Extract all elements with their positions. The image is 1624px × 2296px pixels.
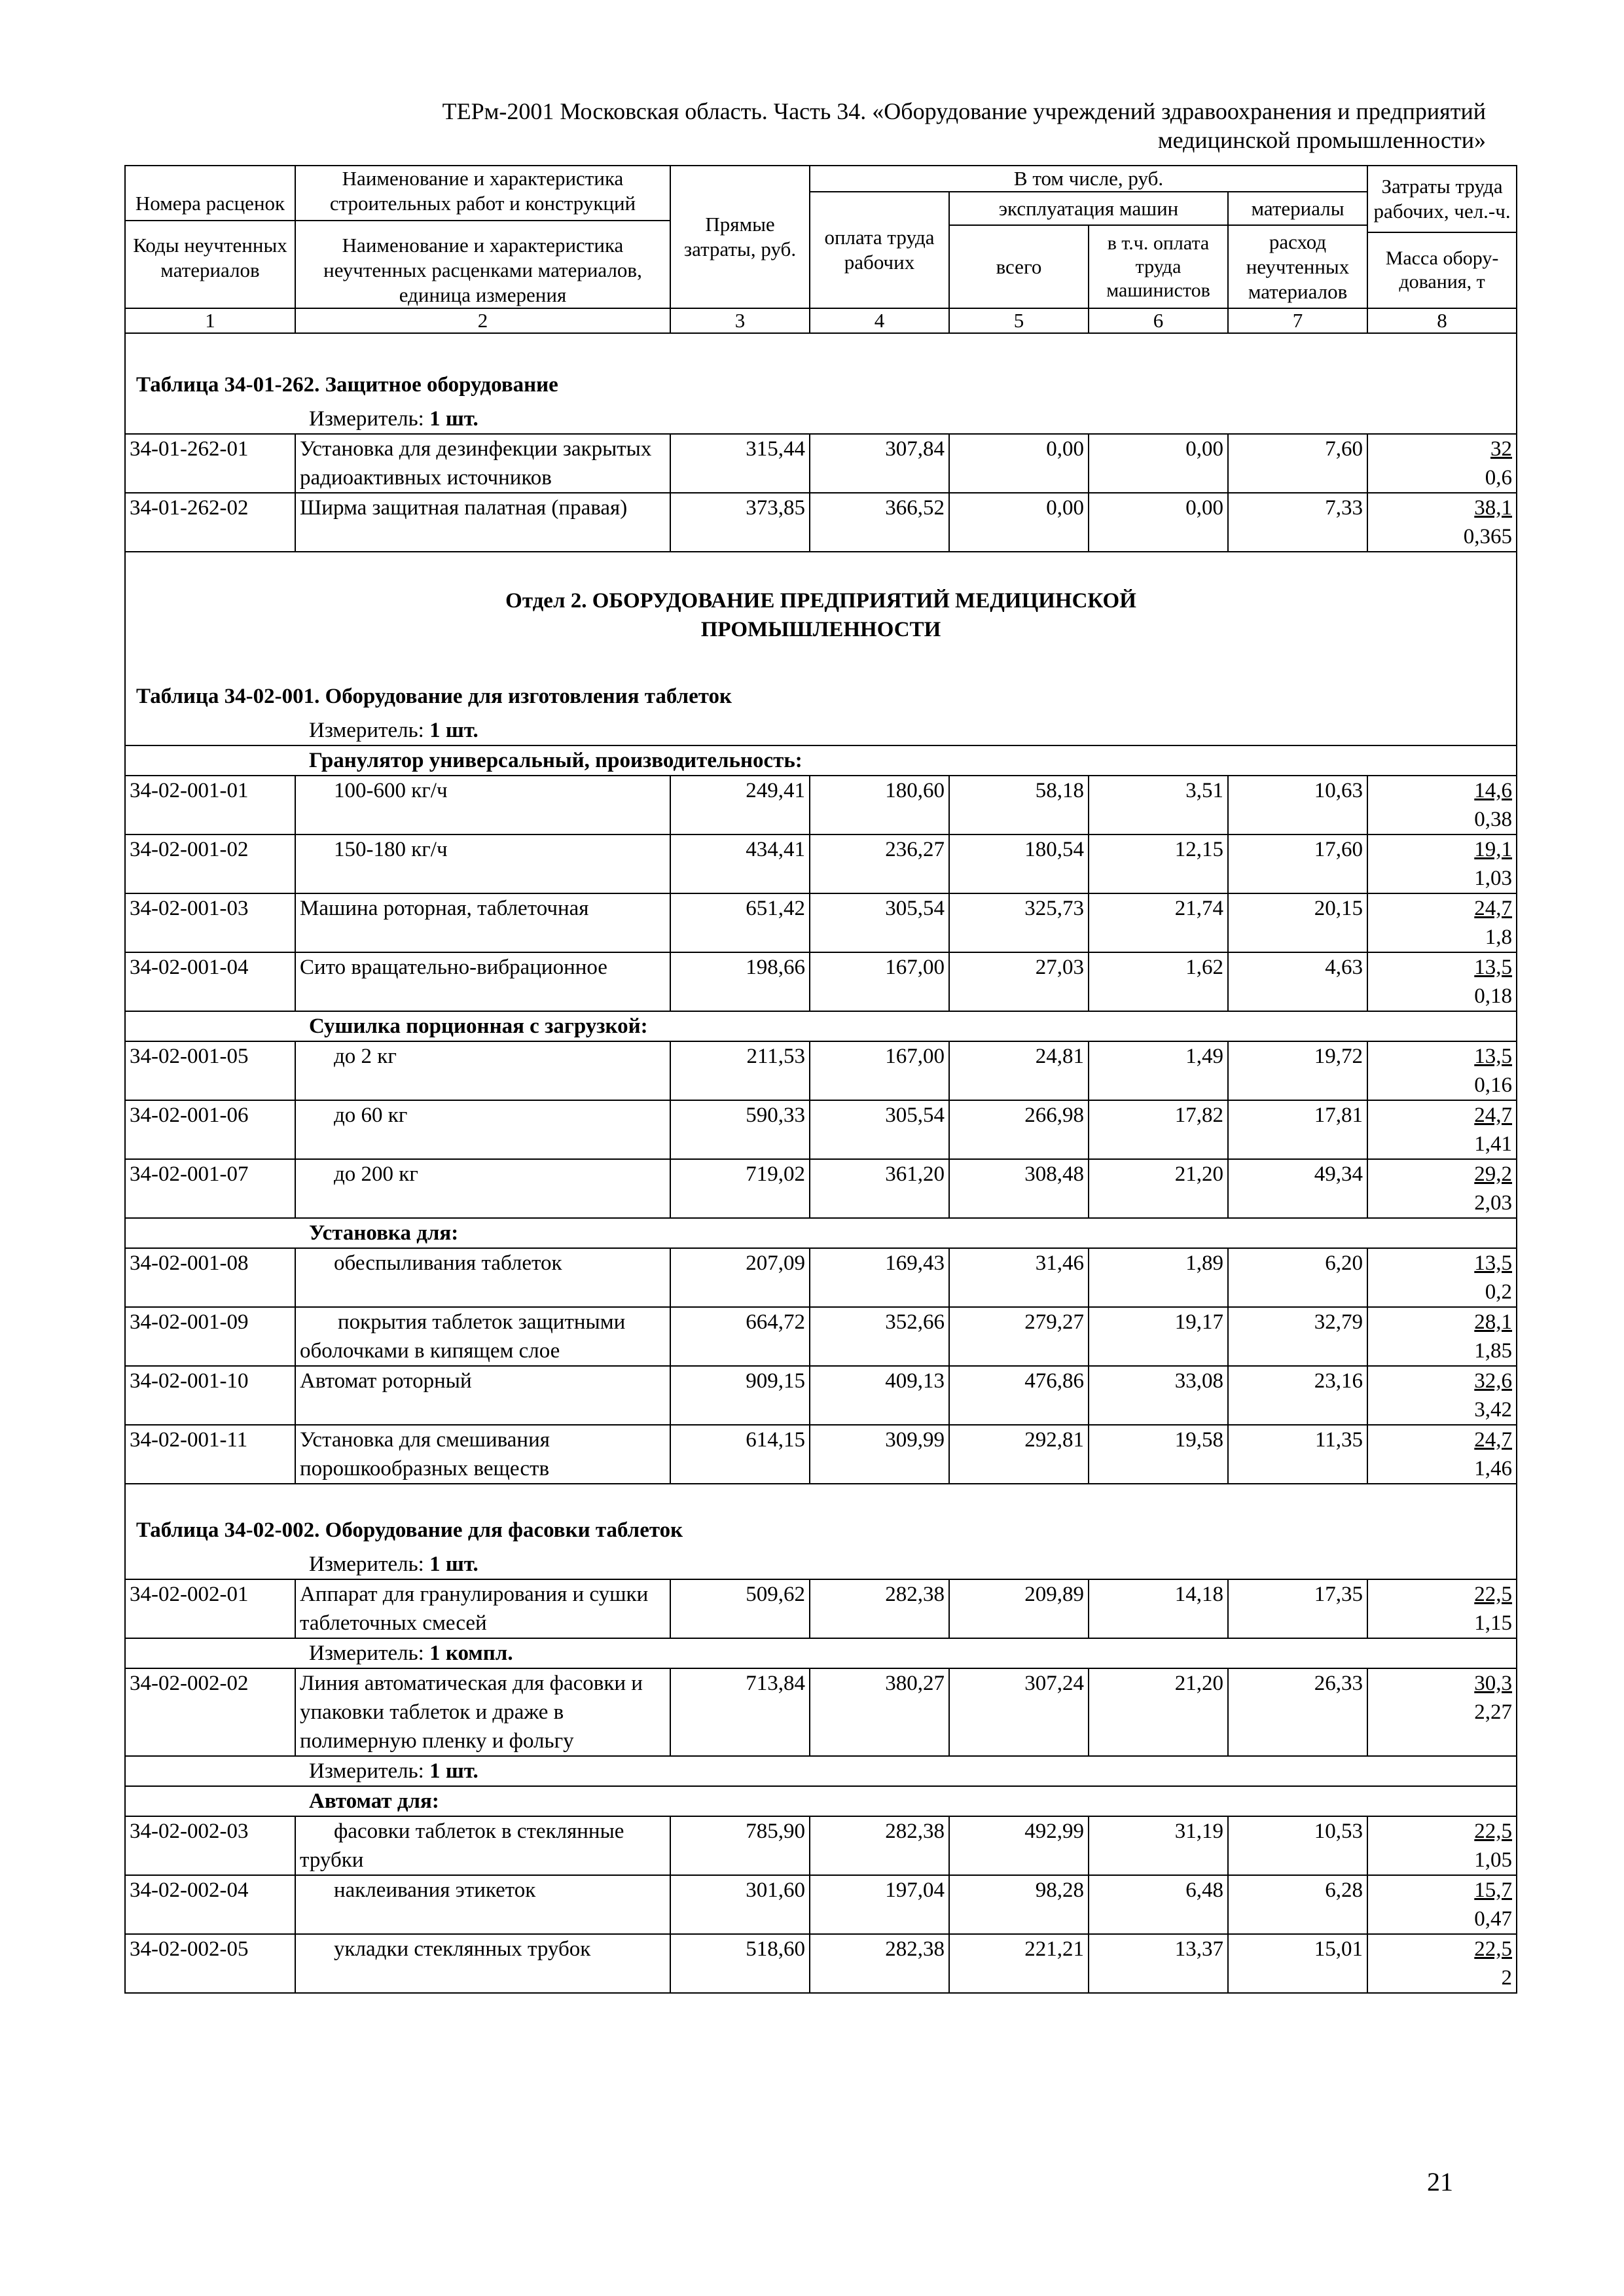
meter-002-1: Измеритель: 1 шт. xyxy=(125,1550,1517,1579)
meter-001: Измеритель: 1 шт. xyxy=(125,716,1517,745)
table-row: 34-02-002-03 фасовки таблеток в стеклянные трубки 785,90 282,38 492,99 31,19 10,53 22,5 1,05 xyxy=(125,1816,1517,1875)
table-title-001: Таблица 34-02-001. Оборудование для изготовления таблеток xyxy=(125,677,1517,716)
table-row: 34-02-002-05 укладки стеклянных трубок 518,60 282,38 221,21 13,37 15,01 22,5 2 xyxy=(125,1934,1517,1993)
table-row: 34-02-001-07 до 200 кг 719,02 361,20 308,48 21,20 49,34 29,2 2,03 xyxy=(125,1159,1517,1218)
group-automat: Автомат для: xyxy=(125,1786,1517,1816)
col-header-pay: оплата труда рабочих xyxy=(810,192,949,308)
column-numbers-row: 1 2 3 4 5 6 7 8 xyxy=(125,308,1517,333)
table-row: 34-02-002-02 Линия автоматическая для фасовки и упаковки таблеток и драже в полимерную пленку и фольгу 713,84 380,27 307,24 21,20 26,33 30,3 2,27 xyxy=(125,1668,1517,1756)
col-header-direct: Прямые затраты, руб. xyxy=(670,166,810,308)
table-row: 34-02-001-11 Установка для смешивания порошкообразных веществ 614,15 309,99 292,81 19,58 11,35 24,7 1,46 xyxy=(125,1425,1517,1484)
group-granulator: Гранулятор универсальный, производительность: xyxy=(125,745,1517,776)
col-header-names: Наименование и характеристика строительных работ и конструкций Наименование и характеристика неучтенных расценками материалов, единица измерения xyxy=(295,166,670,308)
meter-002-3: Измеритель: 1 шт. xyxy=(125,1756,1517,1786)
group-installation: Установка для: xyxy=(125,1218,1517,1248)
table-row: 34-02-001-01 100-600 кг/ч 249,41 180,60 58,18 3,51 10,63 14,6 0,38 xyxy=(125,776,1517,834)
meter-262: Измеритель: 1 шт. xyxy=(125,404,1517,434)
table-row: 34-02-002-04 наклеивания этикеток 301,60 197,04 98,28 6,48 6,28 15,7 0,47 xyxy=(125,1875,1517,1934)
table-row: 34-02-001-02 150-180 кг/ч 434,41 236,27 180,54 12,15 17,60 19,1 1,03 xyxy=(125,834,1517,893)
col-header-materials: материалы xyxy=(1228,192,1367,225)
col-header-total: всего xyxy=(949,225,1089,308)
running-header-line2: медицинской промышленности» xyxy=(1157,127,1486,153)
col-header-codes: Номера расценок Коды неучтенных материалов xyxy=(125,166,295,308)
table-row: 34-01-262-02 Ширма защитная палатная (правая) 373,85 366,52 0,00 0,00 7,33 38,1 0,365 xyxy=(125,493,1517,552)
table-row: 34-02-002-01 Аппарат для гранулирования и сушки таблеточных смесей 509,62 282,38 209,89 14,18 17,35 22,5 1,15 xyxy=(125,1579,1517,1638)
col-header-machinist-pay: в т.ч. оплата труда машинистов xyxy=(1089,225,1228,308)
page-number: 21 xyxy=(1427,2167,1453,2197)
table-title-262: Таблица 34-01-262. Защитное оборудование xyxy=(125,333,1517,404)
running-header-line1: ТЕРм-2001 Московская область. Часть 34. «Оборудование учреждений здравоохранения и предприятий xyxy=(442,98,1486,124)
table-row: 34-02-001-06 до 60 кг 590,33 305,54 266,98 17,82 17,81 24,7 1,41 xyxy=(125,1100,1517,1159)
table-row: 34-01-262-01 Установка для дезинфекции закрытых радиоактивных источников 315,44 307,84 0,00 0,00 7,60 32 0,6 xyxy=(125,434,1517,493)
table-row: 34-02-001-09 покрытия таблеток защитными оболочками в кипящем слое 664,72 352,66 279,27 19,17 32,79 28,1 1,85 xyxy=(125,1307,1517,1366)
running-header xyxy=(124,97,1486,154)
table-row: 34-02-001-05 до 2 кг 211,53 167,00 24,81 1,49 19,72 13,5 0,16 xyxy=(125,1041,1517,1100)
group-dryer: Сушилка порционная с загрузкой: xyxy=(125,1011,1517,1041)
col-header-machines: эксплуатация машин xyxy=(949,192,1228,225)
table-row: 34-02-001-08 обеспыливания таблеток 207,09 169,43 31,46 1,89 6,20 13,5 0,2 xyxy=(125,1248,1517,1307)
table-title-002: Таблица 34-02-002. Оборудование для фасовки таблеток xyxy=(125,1484,1517,1550)
col-header-labor: Затраты труда рабочих, чел.-ч. xyxy=(1367,166,1517,232)
table-row: 34-02-001-04 Сито вращательно-вибрационное 198,66 167,00 27,03 1,62 4,63 13,5 0,18 xyxy=(125,952,1517,1011)
col-header-including: В том числе, руб. xyxy=(810,166,1367,192)
department-title: Отдел 2. ОБОРУДОВАНИЕ ПРЕДПРИЯТИЙ МЕДИЦИНСКОЙ ПРОМЫШЛЕННОСТИ xyxy=(125,552,1517,677)
col-header-material-use: расход неучтенных материалов xyxy=(1228,225,1367,308)
table-row: 34-02-001-03 Машина роторная, таблеточная 651,42 305,54 325,73 21,74 20,15 24,7 1,8 xyxy=(125,893,1517,952)
col-header-mass: Масса обору-дования, т xyxy=(1367,232,1517,308)
price-table xyxy=(124,165,1517,1994)
header-row xyxy=(125,166,1517,192)
table-row: 34-02-001-10 Автомат роторный 909,15 409,13 476,86 33,08 23,16 32,6 3,42 xyxy=(125,1366,1517,1425)
meter-002-2: Измеритель: 1 компл. xyxy=(125,1638,1517,1668)
